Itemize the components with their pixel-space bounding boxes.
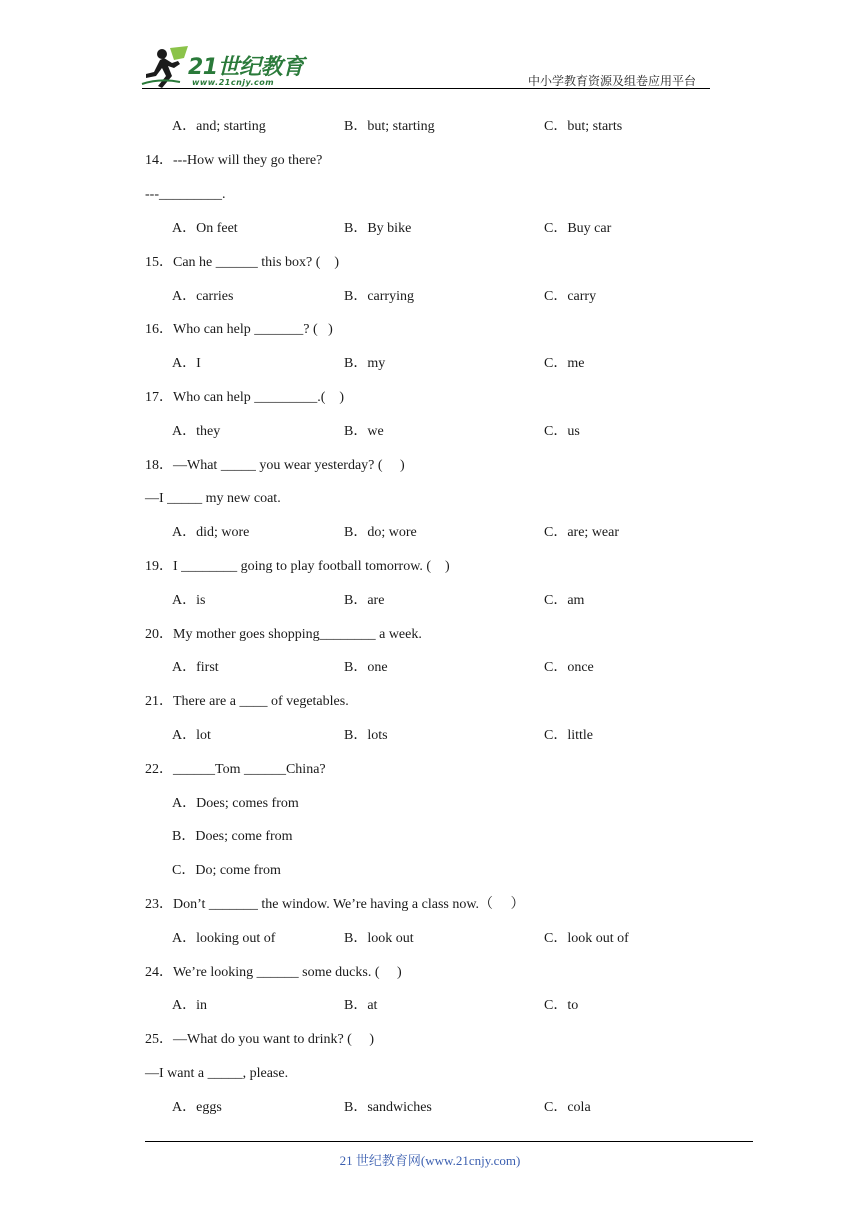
- option-a[interactable]: A．eggs: [172, 1100, 222, 1115]
- option-b[interactable]: B．at: [344, 998, 378, 1013]
- option-c[interactable]: C．little: [544, 728, 593, 743]
- page-header: [0, 0, 860, 96]
- header-divider: [142, 88, 710, 89]
- footer-divider: [145, 1141, 753, 1142]
- question-stem: 14．---How will they go there?: [145, 153, 323, 168]
- option-b[interactable]: B．do; wore: [344, 525, 417, 540]
- option-b[interactable]: B．but; starting: [344, 119, 435, 134]
- question-stem: 15．Can he ______ this box? ( ): [145, 255, 340, 270]
- option-b[interactable]: B．we: [344, 424, 384, 439]
- option-c[interactable]: C．once: [544, 660, 594, 675]
- question-stem: 21．There are a ____ of vegetables.: [145, 694, 349, 709]
- option-a[interactable]: A．in: [172, 998, 207, 1013]
- option-b[interactable]: B．lots: [344, 728, 388, 743]
- question-stem: ---_________.: [145, 187, 226, 202]
- option-b[interactable]: B．Does; come from: [172, 829, 293, 844]
- option-a[interactable]: A．they: [172, 424, 221, 439]
- option-c[interactable]: C．are; wear: [544, 525, 620, 540]
- option-a[interactable]: A．lot: [172, 728, 211, 743]
- question-stem: 23．Don’t _______ the window. We’re having a class now.（ ）: [145, 897, 525, 912]
- option-c[interactable]: C．to: [544, 998, 579, 1013]
- option-b[interactable]: B．look out: [344, 931, 414, 946]
- option-b[interactable]: B．my: [344, 356, 386, 371]
- option-c[interactable]: C．Do; come from: [172, 863, 281, 878]
- option-a[interactable]: A．did; wore: [172, 525, 250, 540]
- question-stem: —I _____ my new coat.: [145, 491, 281, 506]
- option-b[interactable]: B．sandwiches: [344, 1100, 432, 1115]
- option-b[interactable]: B．By bike: [344, 221, 412, 236]
- header-tagline: 中小学教育资源及组卷应用平台: [528, 74, 697, 88]
- option-a[interactable]: A．looking out of: [172, 931, 276, 946]
- option-a[interactable]: A．is: [172, 593, 206, 608]
- question-stem: 24．We’re looking ______ some ducks. ( ): [145, 965, 402, 980]
- option-a[interactable]: A．I: [172, 356, 201, 371]
- question-stem: 20．My mother goes shopping________ a week.: [145, 627, 422, 642]
- option-c[interactable]: C．cola: [544, 1100, 591, 1115]
- question-stem: 25．—What do you want to drink? ( ): [145, 1032, 375, 1047]
- site-logo[interactable]: [140, 44, 310, 92]
- option-c[interactable]: C．but; starts: [544, 119, 623, 134]
- logo-url: www.21cnjy.com: [192, 78, 275, 87]
- option-c[interactable]: C．me: [544, 356, 585, 371]
- option-c[interactable]: C．Buy car: [544, 221, 612, 236]
- option-b[interactable]: B．are: [344, 593, 385, 608]
- option-a[interactable]: A．carries: [172, 289, 234, 304]
- question-stem: 17．Who can help _________.( ): [145, 390, 345, 405]
- option-a[interactable]: A．Does; comes from: [172, 796, 299, 811]
- option-c[interactable]: C．am: [544, 593, 585, 608]
- option-c[interactable]: C．look out of: [544, 931, 629, 946]
- option-a[interactable]: A．first: [172, 660, 219, 675]
- option-b[interactable]: B．carrying: [344, 289, 414, 304]
- question-stem: 19．I ________ going to play football tomorrow. ( ): [145, 559, 450, 574]
- option-c[interactable]: C．carry: [544, 289, 597, 304]
- option-c[interactable]: C．us: [544, 424, 580, 439]
- logo-wordmark: 21世纪教育: [188, 55, 304, 80]
- footer-link[interactable]: 21 世纪教育网(www.21cnjy.com): [339, 1153, 521, 1168]
- option-a[interactable]: A．and; starting: [172, 119, 266, 134]
- question-stem: 18．—What _____ you wear yesterday? ( ): [145, 458, 405, 473]
- option-b[interactable]: B．one: [344, 660, 388, 675]
- question-stem: 16．Who can help _______? ( ): [145, 322, 333, 337]
- runner-logo-icon: [140, 44, 192, 92]
- question-stem: —I want a _____, please.: [145, 1066, 289, 1081]
- option-a[interactable]: A．On feet: [172, 221, 238, 236]
- question-stem: 22．______Tom ______China?: [145, 762, 326, 777]
